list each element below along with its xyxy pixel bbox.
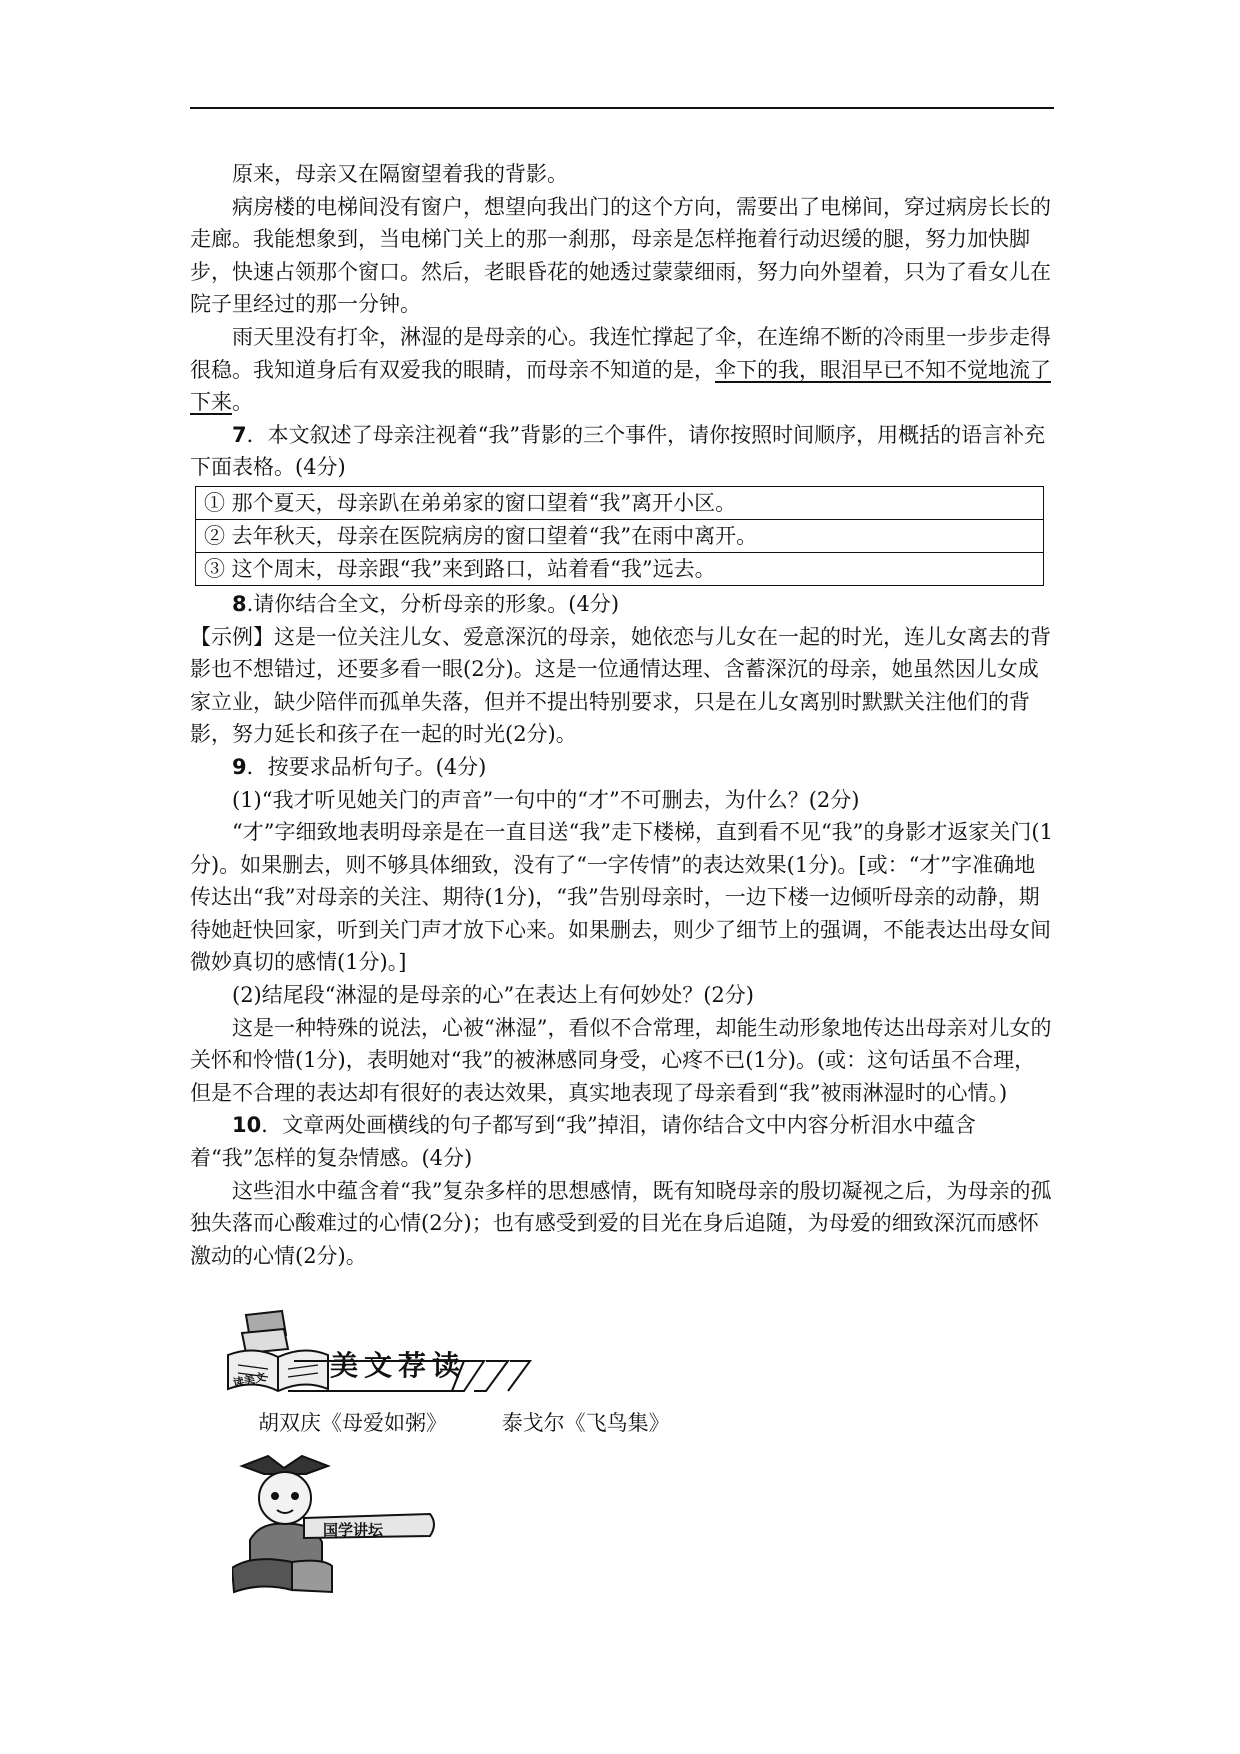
table-row (196, 552, 1044, 585)
book-label: 读美文 (231, 1370, 267, 1390)
question-9-answer-2: 这是一种特殊的说法，心被“淋湿”，看似不合常理，却能生动形象地传达出母亲对儿女的关怀和怜惜(1分)，表明她对“我”的被淋感同身受，心疼不已(1分)。(或：这句话虽不合理，但是不合理的表达却有很好的表达效果，真实地表现了母亲看到“我”被雨淋湿时的心情。) (190, 1015, 1052, 1105)
question-7 (190, 419, 1054, 484)
paragraph-3-end: 。 (232, 390, 253, 415)
recommendation-item: 胡双庆《母爱如粥》 (258, 1411, 447, 1435)
question-9-sub-1: (1)“我才听见她关门的声音”一句中的“才”不可删去，为什么？(2分) (232, 787, 860, 812)
question-10-answer: 这些泪水中蕴含着“我”复杂多样的思想感情，既有知晓母亲的殷切凝视之后，为母亲的孤独失落而心酸难过的心情(2分)；也有感受到爱的目光在身后追随，为母爱的细致深沉而感怀激动的心情(2分)。 (190, 1178, 1052, 1268)
document-body (190, 158, 1054, 1272)
scholar-banner-label: 国学讲坛 (323, 1521, 384, 1539)
recommendation-list (258, 1407, 718, 1437)
table-cell-2: ② 去年秋天，母亲在医院病房的窗口望着“我”在雨中离开。 (196, 519, 1044, 552)
paragraph-1: 原来，母亲又在隔窗望着我的背影。 (232, 162, 568, 186)
underlined-sentence: 伞下的我，眼泪早已不知不觉地流了下来 (190, 357, 1051, 415)
table-cell-3: ③ 这个周末，母亲跟“我”来到路口，站着看“我”远去。 (196, 552, 1044, 585)
question-9 (190, 751, 1054, 784)
question-8-text: .请你结合全文，分析母亲的形象。(4分) (246, 591, 620, 616)
question-7-text: ．本文叙述了母亲注视着“我”背影的三个事件，请你按照时间顺序，用概括的语言补充下面表格。(4分) (190, 422, 1046, 480)
paragraph-3-text: 雨天里没有打伞，淋湿的是母亲的心。我连忙撑起了伞，在连绵不断的冷雨里一步步走得很稳。我知道身后有双爱我的眼睛，而母亲不知道的是， (190, 324, 1051, 382)
question-9-answer-1: “才”字细致地表明母亲是在一直目送“我”走下楼梯，直到看不见“我”的身影才返家关门(1分)。如果删去，则不够具体细致，没有了“一字传情”的表达效果(1分)。[或：“才”字准确地传达出“我”对母亲的关注、期待(1分)，“我”告别母亲时，一边下楼一边倾听母亲的动静，期待她赶快回家，听到关门声才放下心来。如果删去，则少了细节上的强调，不能表达出母女间微妙真切的感情(1分)。] (190, 820, 1053, 975)
question-10-text: ．文章两处画横线的句子都写到“我”掉泪，请你结合文中内容分析泪水中蕴含着“我”怎样的复杂情感。(4分) (190, 1113, 976, 1171)
question-10 (190, 1109, 1054, 1174)
banner-title: 美文荐读 (330, 1349, 467, 1382)
recommendation-item: 泰戈尔《飞鸟集》 (501, 1411, 670, 1435)
table-row (196, 486, 1044, 519)
question-9-text: ．按要求品析句子。(4分) (246, 754, 487, 779)
header-rule (190, 107, 1054, 109)
table-row (196, 519, 1044, 552)
paragraph-2: 病房楼的电梯间没有窗户，想望向我出门的这个方向，需要出了电梯间，穿过病房长长的走廊。我能想象到，当电梯门关上的那一刹那，母亲是怎样拖着行动迟缓的腿，努力加快脚步，快速占领那个窗口。然后，老眼昏花的她透过蒙蒙细雨，努力向外望着，只为了看女儿在院子里经过的那一分钟。 (190, 194, 1051, 317)
answer-table (195, 486, 1044, 586)
question-8-number: 8 (232, 591, 247, 616)
question-7-number: 7 (232, 422, 247, 447)
table-cell-1: ① 那个夏天，母亲趴在弟弟家的窗口望着“我”离开小区。 (196, 486, 1044, 519)
question-9-sub-2: (2)结尾段“淋湿的是母亲的心”在表达上有何妙处？(2分) (232, 983, 754, 1008)
question-10-number: 10 (232, 1113, 262, 1138)
question-8-answer: 【示例】这是一位关注儿女、爱意深沉的母亲，她依恋与儿女在一起的时光，连儿女离去的背影也不想错过，还要多看一眼(2分)。这是一位通情达理、含蓄深沉的母亲，她虽然因儿女成家立业，缺少陪伴而孤单失落，但并不提出特别要求，只是在儿女离别时默默关注他们的背影，努力延长和孩子在一起的时光(2分)。 (190, 624, 1051, 747)
question-8 (190, 588, 1054, 621)
question-9-number: 9 (232, 754, 247, 779)
paragraph-3 (190, 321, 1054, 419)
